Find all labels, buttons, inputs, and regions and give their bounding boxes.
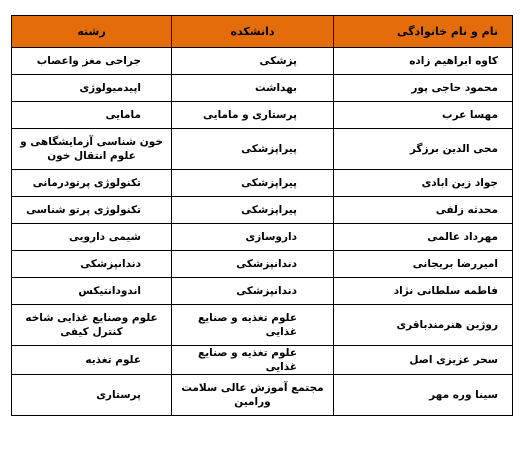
table-row [12,129,513,170]
cell-field: علوم وصنایع غذایی شاخه کنترل کیفی [12,305,172,346]
cell-field: دندانپزشکی [12,251,172,278]
cell-name: فاطمه سلطانی نژاد [334,278,513,305]
cell-faculty: پرستاری و مامایی [172,102,334,129]
cell-name: سحر عزیزی اصل [334,346,513,375]
cell-faculty: پیراپزشکی [172,129,334,170]
table-row [12,75,513,102]
table-row [12,224,513,251]
header-faculty: دانشکده [172,16,334,48]
cell-field: شیمی دارویی [12,224,172,251]
members-table [11,15,513,416]
table-row [12,346,513,375]
cell-name: کاوه ابراهیم زاده [334,48,513,75]
header-field: رشته [12,16,172,48]
cell-name: روژین هنرمندباقری [334,305,513,346]
cell-faculty: بهداشت [172,75,334,102]
table-row [12,48,513,75]
cell-faculty: مجتمع آموزش عالی سلامت ورامین [172,375,334,416]
cell-faculty: پزشکی [172,48,334,75]
cell-faculty: پیراپزشکی [172,170,334,197]
table-row [12,170,513,197]
cell-field: خون شناسی آزمایشگاهی و علوم انتقال خون [12,129,172,170]
cell-name: جواد زین ابادی [334,170,513,197]
table-row [12,375,513,416]
cell-name: مهرداد عالمی [334,224,513,251]
table-row [12,305,513,346]
cell-name: محدثه زلفی [334,197,513,224]
table-row [12,197,513,224]
cell-field: اپیدمیولوژی [12,75,172,102]
cell-field: جراحی مغز واعصاب [12,48,172,75]
cell-field: اندودانتیکس [12,278,172,305]
table-row [12,251,513,278]
cell-field: مامایی [12,102,172,129]
cell-faculty: دندانپزشکی [172,278,334,305]
cell-faculty: پیراپزشکی [172,197,334,224]
cell-name: محمود حاجی پور [334,75,513,102]
cell-field: تکنولوژی پرتودرمانی [12,170,172,197]
cell-faculty: علوم تغذیه و صنایع غذایی [172,305,334,346]
cell-name: سینا وره مهر [334,375,513,416]
cell-field: پرستاری [12,375,172,416]
cell-field: علوم تغذیه [12,346,172,375]
header-name: نام و نام خانوادگی [334,16,513,48]
cell-faculty: علوم تغذیه و صنایع غذایی [172,346,334,375]
cell-field: تکنولوژی پرتو شناسی [12,197,172,224]
cell-faculty: دندانپزشکی [172,251,334,278]
cell-name: امیررضا بریجانی [334,251,513,278]
cell-name: مهسا عرب [334,102,513,129]
table-row [12,102,513,129]
table-row [12,278,513,305]
cell-faculty: داروسازی [172,224,334,251]
cell-name: محی الدین برزگر [334,129,513,170]
table-header-row [12,16,513,48]
